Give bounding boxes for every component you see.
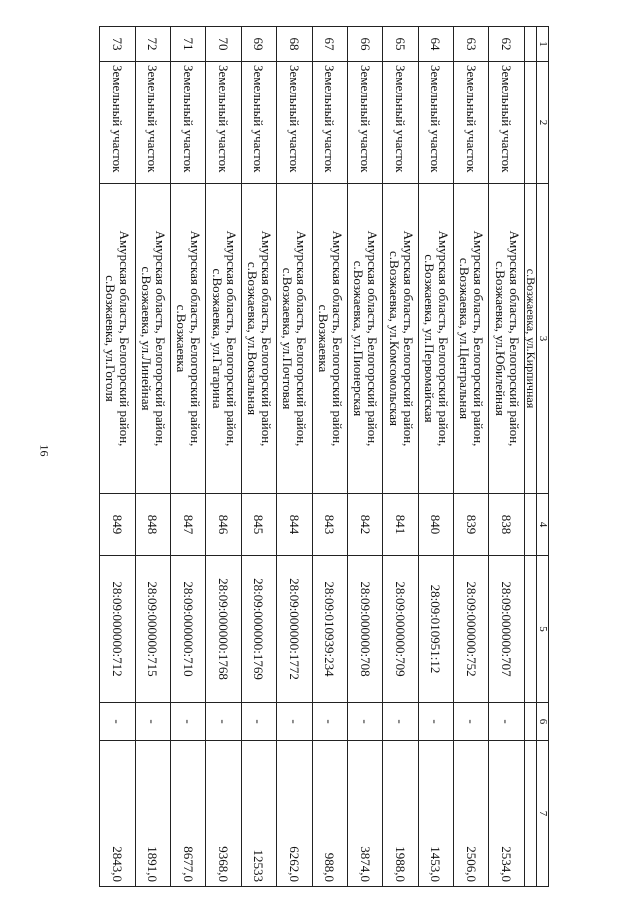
cadastral-number-cell: 28:09:000000:1768 bbox=[206, 556, 241, 703]
address-cell bbox=[206, 184, 241, 494]
table-row bbox=[489, 27, 524, 887]
reg-number-cell: 843 bbox=[312, 494, 347, 556]
cadastral-number-cell: 28:09:000000:707 bbox=[489, 556, 524, 703]
num-cell bbox=[524, 27, 536, 62]
col6-cell: - bbox=[383, 703, 418, 741]
address-line-region: Амурская область, Белогорский район, bbox=[188, 230, 204, 447]
table-row bbox=[170, 27, 205, 887]
address-cell bbox=[170, 184, 205, 494]
area-cell: 8677,0 bbox=[170, 741, 205, 887]
area-cell: 2534,0 bbox=[489, 741, 524, 887]
address-line-region: Амурская область, Белогорский район, bbox=[365, 230, 381, 447]
table-row bbox=[277, 27, 312, 887]
address-line-region: Амурская область, Белогорский район, bbox=[506, 230, 522, 447]
address-line-locality: с.Возжаевка, ул.Комсомольская bbox=[386, 251, 402, 426]
col6-cell: - bbox=[277, 703, 312, 741]
address-cell bbox=[135, 184, 170, 494]
reg-number-cell: 848 bbox=[135, 494, 170, 556]
cadastral-number-cell: 28:09:000000:710 bbox=[170, 556, 205, 703]
col6-cell: - bbox=[135, 703, 170, 741]
column-header: 3 bbox=[537, 184, 549, 494]
address-line-locality: с.Возжаевка, ул.Юбилейная bbox=[492, 261, 508, 416]
address-line-locality: с.Возжаевка, ул.Почтовая bbox=[280, 267, 296, 410]
area-cell: 9368,0 bbox=[206, 741, 241, 887]
cadastral-number-cell: 28:09:000000:715 bbox=[135, 556, 170, 703]
table-row bbox=[135, 27, 170, 887]
area-cell: 6262,0 bbox=[277, 741, 312, 887]
table-row bbox=[312, 27, 347, 887]
reg-number-cell: 842 bbox=[347, 494, 382, 556]
column-number-row bbox=[537, 27, 549, 887]
col6-cell: - bbox=[312, 703, 347, 741]
table-row bbox=[454, 27, 489, 887]
reg-number-cell: 849 bbox=[100, 494, 136, 556]
area-cell: 1988,0 bbox=[383, 741, 418, 887]
address-cell bbox=[277, 184, 312, 494]
cadastral-number-cell: 28:09:000000:712 bbox=[100, 556, 136, 703]
name-cell: Земельный участок bbox=[312, 62, 347, 184]
num-cell: 66 bbox=[347, 27, 382, 62]
num-cell: 64 bbox=[418, 27, 453, 62]
column-header: 2 bbox=[537, 62, 549, 184]
num-cell: 71 bbox=[170, 27, 205, 62]
address-line-region: Амурская область, Белогорский район, bbox=[400, 230, 416, 447]
address-cell bbox=[241, 184, 276, 494]
address-cell bbox=[418, 184, 453, 494]
name-cell bbox=[524, 62, 536, 184]
area-cell: 12533 bbox=[241, 741, 276, 887]
table-row bbox=[383, 27, 418, 887]
name-cell: Земельный участок bbox=[135, 62, 170, 184]
address-line-locality: с.Возжаевка, ул.Вокзальная bbox=[244, 261, 260, 416]
name-cell: Земельный участок bbox=[170, 62, 205, 184]
continuation-address: с.Возжаевка, ул.Кирпичная bbox=[524, 184, 536, 494]
address-line-region: Амурская область, Белогорский район, bbox=[329, 230, 345, 447]
cadastral-cell bbox=[524, 556, 536, 703]
column-header: 4 bbox=[537, 494, 549, 556]
rotated-table-container bbox=[99, 26, 549, 886]
cadastral-number-cell: 28:09:000000:708 bbox=[347, 556, 382, 703]
table-row bbox=[241, 27, 276, 887]
address-line-region: Амурская область, Белогорский район, bbox=[117, 230, 133, 447]
address-line-locality: с.Возжаевка bbox=[315, 304, 331, 373]
address-line-locality: с.Возжаевка, ул.Линейная bbox=[138, 266, 154, 411]
address-line-region: Амурская область, Белогорский район, bbox=[294, 230, 310, 447]
table-row bbox=[418, 27, 453, 887]
cadastral-number-cell: 28:09:000000:709 bbox=[383, 556, 418, 703]
col6-cell: - bbox=[347, 703, 382, 741]
col6-cell: - bbox=[170, 703, 205, 741]
address-cell bbox=[454, 184, 489, 494]
num-cell: 63 bbox=[454, 27, 489, 62]
address-line-locality: с.Возжаевка bbox=[174, 304, 190, 373]
reg-cell bbox=[524, 494, 536, 556]
address-cell bbox=[489, 184, 524, 494]
name-cell: Земельный участок bbox=[241, 62, 276, 184]
cadastral-number-cell: 28:09:010939:234 bbox=[312, 556, 347, 703]
name-cell: Земельный участок bbox=[489, 62, 524, 184]
reg-number-cell: 845 bbox=[241, 494, 276, 556]
area-cell: 3874,0 bbox=[347, 741, 382, 887]
address-line-region: Амурская область, Белогорский район, bbox=[258, 230, 274, 447]
column-header: 6 bbox=[537, 703, 549, 741]
reg-number-cell: 846 bbox=[206, 494, 241, 556]
column-header: 5 bbox=[537, 556, 549, 703]
area-cell: 2506,0 bbox=[454, 741, 489, 887]
name-cell: Земельный участок bbox=[206, 62, 241, 184]
col6-cell: - bbox=[489, 703, 524, 741]
address-line-region: Амурская область, Белогорский район, bbox=[435, 230, 451, 447]
reg-number-cell: 840 bbox=[418, 494, 453, 556]
col6-cell bbox=[524, 703, 536, 741]
cadastral-number-cell: 28:09:000000:1769 bbox=[241, 556, 276, 703]
address-cell bbox=[312, 184, 347, 494]
col6-cell: - bbox=[241, 703, 276, 741]
num-cell: 72 bbox=[135, 27, 170, 62]
reg-number-cell: 839 bbox=[454, 494, 489, 556]
num-cell: 65 bbox=[383, 27, 418, 62]
reg-number-cell: 838 bbox=[489, 494, 524, 556]
address-line-locality: с.Возжаевка, ул.Центральная bbox=[457, 257, 473, 420]
num-cell: 67 bbox=[312, 27, 347, 62]
address-line-locality: с.Возжаевка, ул.Гоголя bbox=[103, 275, 119, 402]
area-cell: 1453,0 bbox=[418, 741, 453, 887]
property-table bbox=[99, 26, 549, 887]
column-header: 1 bbox=[537, 27, 549, 62]
cadastral-number-cell: 28:09:000000:752 bbox=[454, 556, 489, 703]
reg-number-cell: 847 bbox=[170, 494, 205, 556]
table-row bbox=[100, 27, 136, 887]
address-line-locality: с.Возжаевка, ул.Гагарина bbox=[209, 268, 225, 409]
col6-cell: - bbox=[454, 703, 489, 741]
name-cell: Земельный участок bbox=[383, 62, 418, 184]
area-cell: 988,0 bbox=[312, 741, 347, 887]
address-cell bbox=[383, 184, 418, 494]
table-row bbox=[206, 27, 241, 887]
area-cell: 1891,0 bbox=[135, 741, 170, 887]
address-line-region: Амурская область, Белогорский район, bbox=[152, 230, 168, 447]
address-line-region: Амурская область, Белогорский район, bbox=[223, 230, 239, 447]
num-cell: 62 bbox=[489, 27, 524, 62]
col6-cell: - bbox=[206, 703, 241, 741]
name-cell: Земельный участок bbox=[277, 62, 312, 184]
name-cell: Земельный участок bbox=[347, 62, 382, 184]
num-cell: 69 bbox=[241, 27, 276, 62]
cadastral-number-cell: 28:09:000000:1772 bbox=[277, 556, 312, 703]
name-cell: Земельный участок bbox=[418, 62, 453, 184]
name-cell: Земельный участок bbox=[454, 62, 489, 184]
reg-number-cell: 841 bbox=[383, 494, 418, 556]
reg-number-cell: 844 bbox=[277, 494, 312, 556]
area-cell bbox=[524, 741, 536, 887]
col6-cell: - bbox=[100, 703, 136, 741]
address-cell bbox=[100, 184, 136, 494]
address-line-locality: с.Возжаевка, ул.Первомайская bbox=[421, 254, 437, 423]
continuation-row bbox=[524, 27, 536, 887]
name-cell: Земельный участок bbox=[100, 62, 136, 184]
num-cell: 70 bbox=[206, 27, 241, 62]
page-number: 16 bbox=[37, 444, 52, 457]
area-cell: 2843,0 bbox=[100, 741, 136, 887]
num-cell: 73 bbox=[100, 27, 136, 62]
cadastral-number-cell: 28:09:010951:12 bbox=[418, 556, 453, 703]
address-line-locality: с.Возжаевка, ул.Пионерская bbox=[351, 260, 367, 417]
col6-cell: - bbox=[418, 703, 453, 741]
table-row bbox=[347, 27, 382, 887]
address-cell bbox=[347, 184, 382, 494]
num-cell: 68 bbox=[277, 27, 312, 62]
column-header: 7 bbox=[537, 741, 549, 887]
address-line-region: Амурская область, Белогорский район, bbox=[471, 230, 487, 447]
